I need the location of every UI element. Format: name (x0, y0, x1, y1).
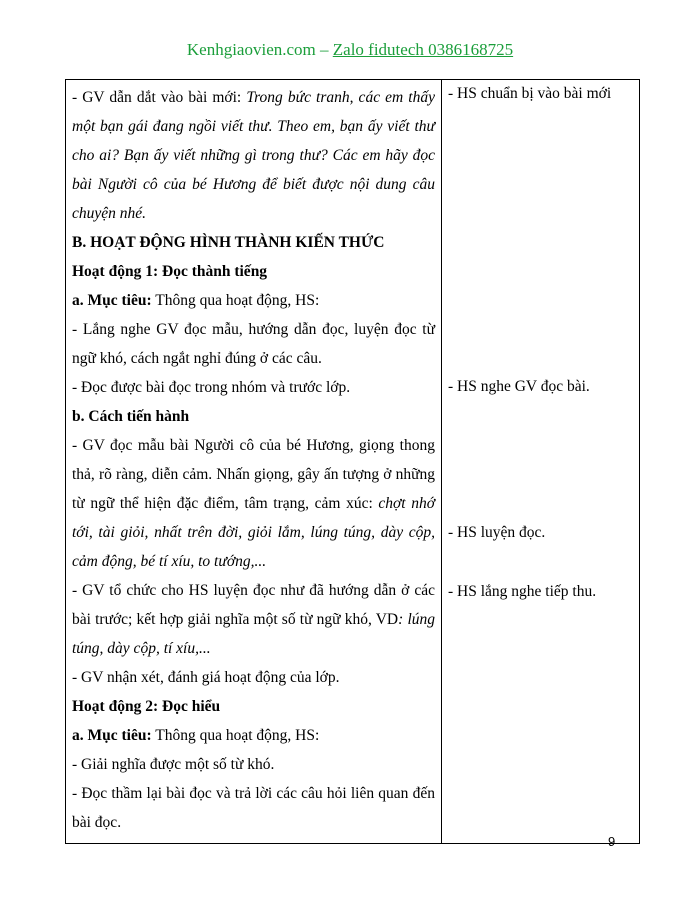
procedure-item1-italic: chợt nhớ tới, tài giỏi, nhất trên đời, giỏi lắm, lúng túng, dày cộp, cảm động, bé tí xíu, to tướng,... (72, 495, 436, 570)
zalo-contact-link[interactable]: Zalo fidutech 0386168725 (332, 40, 514, 59)
intro-prefix: - GV dẫn dắt vào bài mới: (72, 89, 247, 106)
procedure-item2-text: - GV tổ chức cho HS luyện đọc như đã hướng dẫn ở các bài trước; kết hợp giải nghĩa một số từ ngữ khó, VD (72, 582, 435, 628)
student-line-4: - HS lắng nghe tiếp thu. (448, 583, 597, 600)
objective-label: a. Mục tiêu: (72, 292, 152, 309)
procedure-item2 (72, 576, 435, 663)
section-b-heading: B. HOẠT ĐỘNG HÌNH THÀNH KIẾN THỨC (72, 234, 385, 251)
activity2-item1: - Giải nghĩa được một số từ khó. (72, 756, 275, 773)
activity2-title: Hoạt động 2: Đọc hiểu (72, 698, 221, 715)
teacher-activity-cell (66, 80, 442, 844)
activity2-item2: - Đọc thầm lại bài đọc và trả lời các câu hỏi liên quan đến bài đọc. (72, 785, 435, 831)
site-name: Kenhgiaovien.com (186, 40, 316, 59)
header-separator: – (320, 40, 329, 59)
objective-text: Thông qua hoạt động, HS: (151, 292, 320, 309)
student-line-1: - HS chuẩn bị vào bài mới (448, 85, 612, 102)
procedure-item1 (72, 431, 435, 576)
activity1-procedure-label: b. Cách tiến hành (72, 408, 190, 425)
intro-paragraph (72, 83, 435, 228)
student-line-2: - HS nghe GV đọc bài. (448, 378, 590, 395)
lesson-table (65, 79, 640, 844)
procedure-item3: - GV nhận xét, đánh giá hoạt động của lớp. (72, 669, 340, 686)
table-row (66, 80, 640, 844)
activity2-objective (72, 721, 435, 750)
objective-text: Thông qua hoạt động, HS: (151, 727, 320, 744)
page-number: 9 (608, 834, 616, 849)
student-line-3: - HS luyện đọc. (448, 524, 546, 541)
procedure-item1-text: - GV đọc mẫu bài Người cô của bé Hương, giọng thong thả, rõ ràng, diễn cảm. Nhấn giọng, gây ấn tượng ở những từ ngữ thể hiện đặc điểm, tâm trạng, cảm xúc: (72, 437, 435, 512)
activity1-item2: - Đọc được bài đọc trong nhóm và trước lớp. (72, 379, 351, 396)
procedure-item2-italic: : lúng túng, dày cộp, tí xíu,... (72, 611, 436, 657)
page-header (0, 40, 700, 60)
student-activity-cell (442, 80, 640, 844)
intro-italic: Trong bức tranh, các em thấy một bạn gái đang ngồi viết thư. Theo em, bạn ấy viết thư cho ai? Bạn ấy viết những gì trong thư? Các em hãy đọc bài Người cô của bé Hương để biết được nội dung câu chuyện nhé. (72, 89, 435, 222)
activity1-objective (72, 286, 435, 315)
objective-label: a. Mục tiêu: (72, 727, 152, 744)
activity1-title: Hoạt động 1: Đọc thành tiếng (72, 263, 268, 280)
activity1-item1: - Lắng nghe GV đọc mẫu, hướng dẫn đọc, luyện đọc từ ngữ khó, cách ngắt nghỉ đúng ở các câu. (72, 321, 435, 367)
